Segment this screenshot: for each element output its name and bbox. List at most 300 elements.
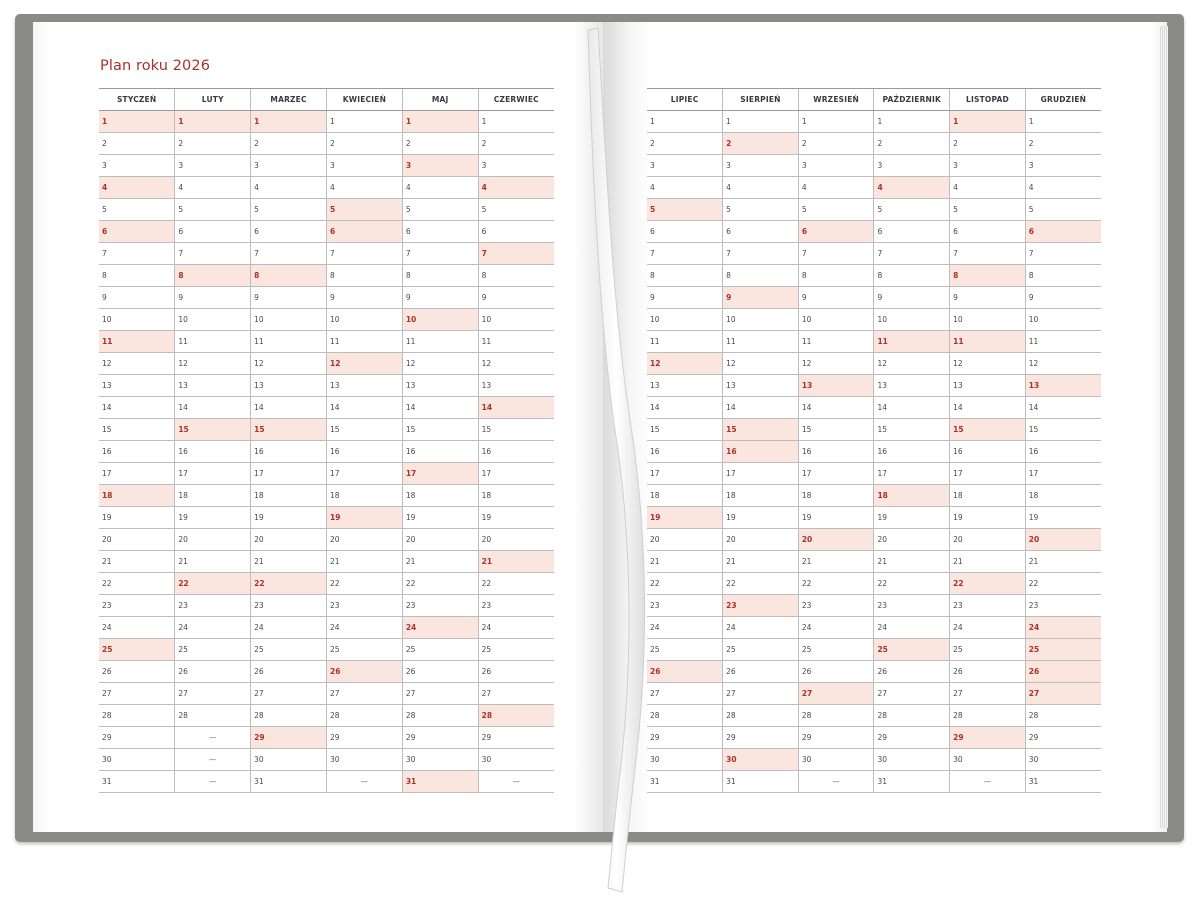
day-cell[interactable]: 27 [874,683,950,705]
day-cell[interactable]: 1 [723,111,799,133]
day-cell[interactable]: 1 [402,111,478,133]
day-cell[interactable]: 8 [874,265,950,287]
day-cell[interactable]: 18 [950,485,1026,507]
day-cell[interactable]: 24 [723,617,799,639]
day-cell[interactable]: 26 [1025,661,1101,683]
day-cell[interactable]: 3 [874,155,950,177]
day-cell[interactable]: 7 [1025,243,1101,265]
day-cell[interactable]: 1 [874,111,950,133]
day-cell[interactable]: 28 [99,705,175,727]
day-cell[interactable]: 8 [1025,265,1101,287]
day-cell[interactable]: 21 [1025,551,1101,573]
day-cell[interactable]: 9 [874,287,950,309]
day-cell[interactable]: 10 [326,309,402,331]
day-cell[interactable]: 4 [874,177,950,199]
day-cell[interactable]: 22 [950,573,1026,595]
day-cell[interactable]: 17 [99,463,175,485]
day-cell[interactable]: 2 [478,133,554,155]
day-cell[interactable]: 3 [99,155,175,177]
day-cell[interactable]: 17 [326,463,402,485]
day-cell[interactable]: 18 [723,485,799,507]
day-cell[interactable]: 9 [99,287,175,309]
day-cell[interactable]: 15 [402,419,478,441]
day-cell[interactable]: 20 [798,529,874,551]
day-cell[interactable]: 5 [647,199,723,221]
day-cell[interactable]: 25 [647,639,723,661]
empty-day-cell[interactable]: — [326,771,402,793]
day-cell[interactable]: 21 [874,551,950,573]
empty-day-cell[interactable]: — [478,771,554,793]
day-cell[interactable]: 19 [798,507,874,529]
day-cell[interactable]: 17 [251,463,327,485]
day-cell[interactable]: 24 [1025,617,1101,639]
day-cell[interactable]: 29 [1025,727,1101,749]
day-cell[interactable]: 28 [798,705,874,727]
day-cell[interactable]: 10 [798,309,874,331]
day-cell[interactable]: 5 [99,199,175,221]
day-cell[interactable]: 13 [478,375,554,397]
day-cell[interactable]: 13 [251,375,327,397]
day-cell[interactable]: 30 [326,749,402,771]
day-cell[interactable]: 3 [950,155,1026,177]
day-cell[interactable]: 10 [251,309,327,331]
day-cell[interactable]: 14 [251,397,327,419]
day-cell[interactable]: 30 [723,749,799,771]
day-cell[interactable]: 23 [723,595,799,617]
day-cell[interactable]: 4 [402,177,478,199]
day-cell[interactable]: 25 [798,639,874,661]
day-cell[interactable]: 4 [798,177,874,199]
day-cell[interactable]: 17 [874,463,950,485]
day-cell[interactable]: 11 [874,331,950,353]
day-cell[interactable]: 9 [798,287,874,309]
day-cell[interactable]: 27 [402,683,478,705]
day-cell[interactable]: 20 [326,529,402,551]
day-cell[interactable]: 12 [478,353,554,375]
day-cell[interactable]: 28 [647,705,723,727]
day-cell[interactable]: 13 [950,375,1026,397]
day-cell[interactable]: 25 [1025,639,1101,661]
day-cell[interactable]: 23 [478,595,554,617]
day-cell[interactable]: 28 [251,705,327,727]
day-cell[interactable]: 3 [175,155,251,177]
day-cell[interactable]: 6 [798,221,874,243]
day-cell[interactable]: 16 [647,441,723,463]
day-cell[interactable]: 6 [647,221,723,243]
day-cell[interactable]: 25 [478,639,554,661]
day-cell[interactable]: 14 [798,397,874,419]
day-cell[interactable]: 14 [950,397,1026,419]
day-cell[interactable]: 16 [723,441,799,463]
day-cell[interactable]: 21 [251,551,327,573]
day-cell[interactable]: 18 [647,485,723,507]
day-cell[interactable]: 7 [874,243,950,265]
day-cell[interactable]: 11 [647,331,723,353]
day-cell[interactable]: 29 [326,727,402,749]
day-cell[interactable]: 28 [723,705,799,727]
day-cell[interactable]: 28 [950,705,1026,727]
day-cell[interactable]: 11 [723,331,799,353]
day-cell[interactable]: 27 [723,683,799,705]
day-cell[interactable]: 24 [251,617,327,639]
day-cell[interactable]: 28 [402,705,478,727]
day-cell[interactable]: 21 [99,551,175,573]
day-cell[interactable]: 1 [950,111,1026,133]
day-cell[interactable]: 17 [647,463,723,485]
day-cell[interactable]: 28 [478,705,554,727]
day-cell[interactable]: 20 [402,529,478,551]
day-cell[interactable]: 28 [326,705,402,727]
day-cell[interactable]: 30 [798,749,874,771]
day-cell[interactable]: 22 [326,573,402,595]
day-cell[interactable]: 12 [251,353,327,375]
day-cell[interactable]: 12 [798,353,874,375]
empty-day-cell[interactable]: — [175,727,251,749]
day-cell[interactable]: 23 [175,595,251,617]
day-cell[interactable]: 19 [723,507,799,529]
day-cell[interactable]: 18 [478,485,554,507]
day-cell[interactable]: 20 [478,529,554,551]
day-cell[interactable]: 15 [326,419,402,441]
day-cell[interactable]: 26 [647,661,723,683]
day-cell[interactable]: 4 [251,177,327,199]
day-cell[interactable]: 12 [874,353,950,375]
day-cell[interactable]: 16 [478,441,554,463]
day-cell[interactable]: 17 [1025,463,1101,485]
day-cell[interactable]: 29 [723,727,799,749]
day-cell[interactable]: 18 [402,485,478,507]
day-cell[interactable]: 23 [647,595,723,617]
day-cell[interactable]: 13 [647,375,723,397]
day-cell[interactable]: 5 [950,199,1026,221]
day-cell[interactable]: 25 [175,639,251,661]
day-cell[interactable]: 13 [326,375,402,397]
day-cell[interactable]: 25 [99,639,175,661]
day-cell[interactable]: 8 [798,265,874,287]
day-cell[interactable]: 19 [99,507,175,529]
day-cell[interactable]: 6 [99,221,175,243]
day-cell[interactable]: 3 [798,155,874,177]
day-cell[interactable]: 7 [647,243,723,265]
day-cell[interactable]: 20 [1025,529,1101,551]
day-cell[interactable]: 15 [175,419,251,441]
day-cell[interactable]: 2 [647,133,723,155]
day-cell[interactable]: 12 [723,353,799,375]
day-cell[interactable]: 16 [798,441,874,463]
day-cell[interactable]: 6 [723,221,799,243]
day-cell[interactable]: 5 [251,199,327,221]
day-cell[interactable]: 10 [1025,309,1101,331]
empty-day-cell[interactable]: — [175,771,251,793]
day-cell[interactable]: 17 [723,463,799,485]
day-cell[interactable]: 24 [874,617,950,639]
day-cell[interactable]: 2 [798,133,874,155]
day-cell[interactable]: 14 [1025,397,1101,419]
day-cell[interactable]: 14 [478,397,554,419]
day-cell[interactable]: 12 [950,353,1026,375]
day-cell[interactable]: 25 [874,639,950,661]
day-cell[interactable]: 15 [251,419,327,441]
day-cell[interactable]: 29 [874,727,950,749]
day-cell[interactable]: 7 [326,243,402,265]
day-cell[interactable]: 31 [1025,771,1101,793]
day-cell[interactable]: 24 [798,617,874,639]
day-cell[interactable]: 5 [1025,199,1101,221]
day-cell[interactable]: 11 [251,331,327,353]
day-cell[interactable]: 23 [1025,595,1101,617]
day-cell[interactable]: 1 [175,111,251,133]
day-cell[interactable]: 6 [874,221,950,243]
day-cell[interactable]: 21 [798,551,874,573]
day-cell[interactable]: 14 [99,397,175,419]
day-cell[interactable]: 30 [478,749,554,771]
day-cell[interactable]: 28 [1025,705,1101,727]
day-cell[interactable]: 30 [874,749,950,771]
day-cell[interactable]: 9 [175,287,251,309]
day-cell[interactable]: 1 [99,111,175,133]
day-cell[interactable]: 16 [402,441,478,463]
day-cell[interactable]: 16 [874,441,950,463]
day-cell[interactable]: 14 [175,397,251,419]
day-cell[interactable]: 21 [950,551,1026,573]
day-cell[interactable]: 22 [874,573,950,595]
day-cell[interactable]: 9 [326,287,402,309]
day-cell[interactable]: 2 [723,133,799,155]
day-cell[interactable]: 12 [402,353,478,375]
day-cell[interactable]: 8 [478,265,554,287]
day-cell[interactable]: 1 [798,111,874,133]
day-cell[interactable]: 11 [950,331,1026,353]
day-cell[interactable]: 23 [251,595,327,617]
day-cell[interactable]: 15 [950,419,1026,441]
day-cell[interactable]: 19 [874,507,950,529]
day-cell[interactable]: 12 [99,353,175,375]
day-cell[interactable]: 22 [402,573,478,595]
day-cell[interactable]: 28 [175,705,251,727]
day-cell[interactable]: 8 [723,265,799,287]
day-cell[interactable]: 23 [99,595,175,617]
day-cell[interactable]: 4 [950,177,1026,199]
day-cell[interactable]: 14 [402,397,478,419]
day-cell[interactable]: 26 [402,661,478,683]
day-cell[interactable]: 2 [874,133,950,155]
day-cell[interactable]: 3 [251,155,327,177]
day-cell[interactable]: 11 [1025,331,1101,353]
day-cell[interactable]: 3 [723,155,799,177]
day-cell[interactable]: 1 [478,111,554,133]
day-cell[interactable]: 25 [723,639,799,661]
day-cell[interactable]: 8 [326,265,402,287]
day-cell[interactable]: 18 [251,485,327,507]
day-cell[interactable]: 17 [175,463,251,485]
day-cell[interactable]: 30 [251,749,327,771]
day-cell[interactable]: 2 [175,133,251,155]
day-cell[interactable]: 3 [1025,155,1101,177]
day-cell[interactable]: 4 [326,177,402,199]
day-cell[interactable]: 12 [1025,353,1101,375]
day-cell[interactable]: 19 [251,507,327,529]
day-cell[interactable]: 19 [647,507,723,529]
day-cell[interactable]: 11 [99,331,175,353]
day-cell[interactable]: 10 [950,309,1026,331]
day-cell[interactable]: 3 [402,155,478,177]
day-cell[interactable]: 6 [326,221,402,243]
day-cell[interactable]: 7 [251,243,327,265]
day-cell[interactable]: 14 [647,397,723,419]
day-cell[interactable]: 20 [99,529,175,551]
day-cell[interactable]: 27 [478,683,554,705]
day-cell[interactable]: 26 [478,661,554,683]
day-cell[interactable]: 7 [798,243,874,265]
day-cell[interactable]: 13 [798,375,874,397]
day-cell[interactable]: 13 [723,375,799,397]
day-cell[interactable]: 15 [723,419,799,441]
day-cell[interactable]: 4 [723,177,799,199]
day-cell[interactable]: 4 [478,177,554,199]
day-cell[interactable]: 16 [326,441,402,463]
day-cell[interactable]: 6 [251,221,327,243]
day-cell[interactable]: 21 [175,551,251,573]
day-cell[interactable]: 7 [99,243,175,265]
day-cell[interactable]: 6 [1025,221,1101,243]
day-cell[interactable]: 15 [478,419,554,441]
day-cell[interactable]: 29 [647,727,723,749]
day-cell[interactable]: 26 [326,661,402,683]
day-cell[interactable]: 2 [402,133,478,155]
day-cell[interactable]: 2 [950,133,1026,155]
day-cell[interactable]: 19 [402,507,478,529]
day-cell[interactable]: 23 [326,595,402,617]
day-cell[interactable]: 22 [99,573,175,595]
day-cell[interactable]: 20 [950,529,1026,551]
day-cell[interactable]: 26 [251,661,327,683]
day-cell[interactable]: 26 [99,661,175,683]
day-cell[interactable]: 23 [950,595,1026,617]
day-cell[interactable]: 27 [251,683,327,705]
day-cell[interactable]: 24 [99,617,175,639]
day-cell[interactable]: 14 [723,397,799,419]
day-cell[interactable]: 6 [950,221,1026,243]
day-cell[interactable]: 16 [99,441,175,463]
day-cell[interactable]: 15 [99,419,175,441]
day-cell[interactable]: 11 [402,331,478,353]
day-cell[interactable]: 19 [1025,507,1101,529]
day-cell[interactable]: 19 [478,507,554,529]
day-cell[interactable]: 5 [326,199,402,221]
day-cell[interactable]: 8 [99,265,175,287]
day-cell[interactable]: 7 [402,243,478,265]
day-cell[interactable]: 31 [647,771,723,793]
day-cell[interactable]: 22 [251,573,327,595]
day-cell[interactable]: 9 [478,287,554,309]
day-cell[interactable]: 10 [647,309,723,331]
day-cell[interactable]: 9 [251,287,327,309]
day-cell[interactable]: 31 [251,771,327,793]
day-cell[interactable]: 18 [326,485,402,507]
empty-day-cell[interactable]: — [175,749,251,771]
day-cell[interactable]: 17 [950,463,1026,485]
day-cell[interactable]: 5 [723,199,799,221]
day-cell[interactable]: 4 [1025,177,1101,199]
day-cell[interactable]: 11 [175,331,251,353]
day-cell[interactable]: 2 [99,133,175,155]
day-cell[interactable]: 16 [950,441,1026,463]
day-cell[interactable]: 5 [478,199,554,221]
day-cell[interactable]: 2 [326,133,402,155]
day-cell[interactable]: 2 [251,133,327,155]
day-cell[interactable]: 26 [950,661,1026,683]
day-cell[interactable]: 4 [175,177,251,199]
day-cell[interactable]: 18 [798,485,874,507]
day-cell[interactable]: 14 [874,397,950,419]
day-cell[interactable]: 22 [1025,573,1101,595]
day-cell[interactable]: 6 [175,221,251,243]
day-cell[interactable]: 8 [950,265,1026,287]
day-cell[interactable]: 25 [950,639,1026,661]
day-cell[interactable]: 9 [1025,287,1101,309]
day-cell[interactable]: 20 [874,529,950,551]
day-cell[interactable]: 24 [478,617,554,639]
day-cell[interactable]: 6 [478,221,554,243]
day-cell[interactable]: 25 [402,639,478,661]
day-cell[interactable]: 10 [478,309,554,331]
day-cell[interactable]: 9 [950,287,1026,309]
day-cell[interactable]: 13 [1025,375,1101,397]
day-cell[interactable]: 29 [402,727,478,749]
day-cell[interactable]: 8 [647,265,723,287]
day-cell[interactable]: 15 [1025,419,1101,441]
day-cell[interactable]: 20 [647,529,723,551]
day-cell[interactable]: 27 [647,683,723,705]
empty-day-cell[interactable]: — [950,771,1026,793]
day-cell[interactable]: 4 [647,177,723,199]
day-cell[interactable]: 8 [251,265,327,287]
day-cell[interactable]: 23 [798,595,874,617]
day-cell[interactable]: 5 [798,199,874,221]
day-cell[interactable]: 3 [647,155,723,177]
day-cell[interactable]: 22 [647,573,723,595]
day-cell[interactable]: 4 [99,177,175,199]
day-cell[interactable]: 26 [798,661,874,683]
day-cell[interactable]: 31 [402,771,478,793]
day-cell[interactable]: 7 [723,243,799,265]
day-cell[interactable]: 30 [647,749,723,771]
day-cell[interactable]: 27 [175,683,251,705]
day-cell[interactable]: 25 [251,639,327,661]
day-cell[interactable]: 13 [175,375,251,397]
day-cell[interactable]: 21 [723,551,799,573]
empty-day-cell[interactable]: — [798,771,874,793]
day-cell[interactable]: 27 [950,683,1026,705]
day-cell[interactable]: 10 [99,309,175,331]
day-cell[interactable]: 20 [175,529,251,551]
day-cell[interactable]: 10 [402,309,478,331]
day-cell[interactable]: 7 [478,243,554,265]
day-cell[interactable]: 29 [950,727,1026,749]
day-cell[interactable]: 5 [402,199,478,221]
day-cell[interactable]: 23 [874,595,950,617]
day-cell[interactable]: 8 [402,265,478,287]
day-cell[interactable]: 31 [723,771,799,793]
day-cell[interactable]: 29 [798,727,874,749]
day-cell[interactable]: 24 [950,617,1026,639]
day-cell[interactable]: 12 [647,353,723,375]
day-cell[interactable]: 19 [950,507,1026,529]
day-cell[interactable]: 28 [874,705,950,727]
day-cell[interactable]: 24 [647,617,723,639]
day-cell[interactable]: 31 [874,771,950,793]
day-cell[interactable]: 1 [326,111,402,133]
